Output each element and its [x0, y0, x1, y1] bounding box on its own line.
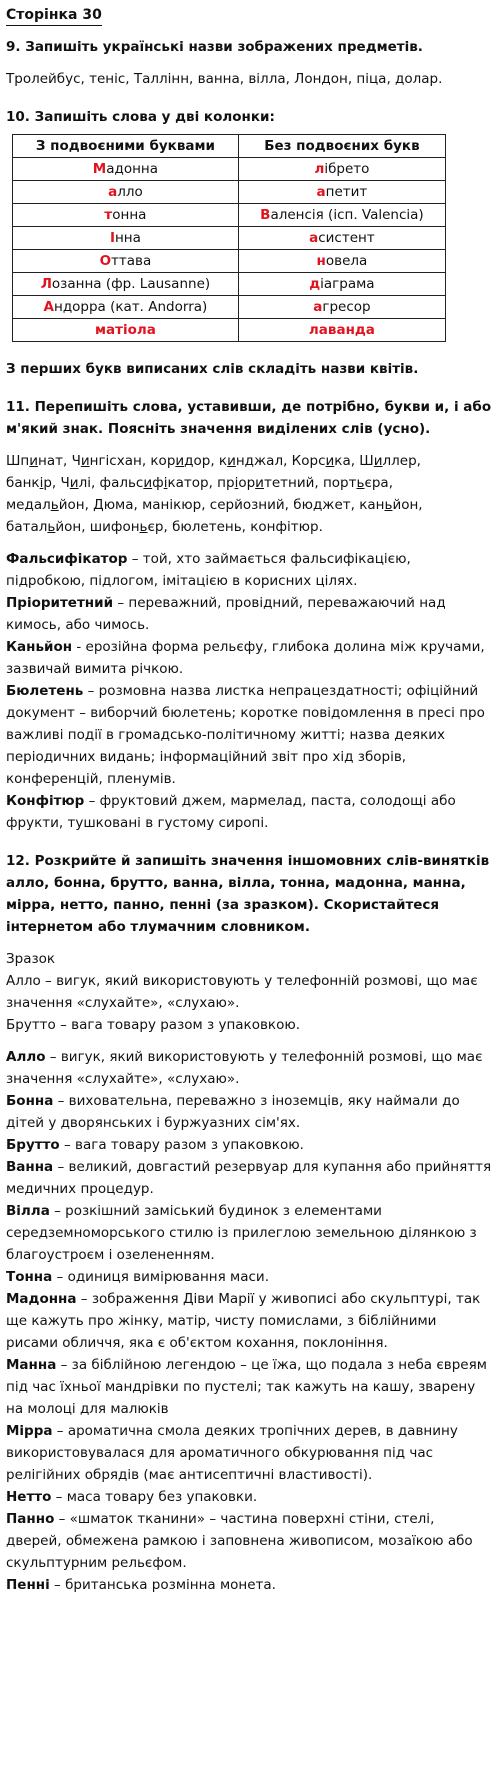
word-rest: адонна [106, 161, 159, 177]
definition [6, 1046, 492, 1090]
definition-text: – фруктовий джем, мармелад, паста, солодощі або фрукти, тушковані в густому сиропі. [6, 793, 456, 831]
inserted-letter: и [80, 453, 90, 469]
inserted-letter: ь [384, 497, 393, 513]
table-row [13, 296, 446, 319]
word-rest: ндорра (кат. Andorra) [54, 299, 208, 315]
definition-term: Фальсифікатор [6, 551, 128, 567]
definition-text: – вигук, який використовують у телефонній розмові, що має значення «слухайте», «слухаю». [6, 1049, 483, 1087]
word-rest: аленсія (ісп. Valencia) [270, 207, 424, 223]
definition [6, 1574, 492, 1596]
definition-text: – британська розмінна монета. [49, 1577, 276, 1593]
sample-label: Зразок [6, 951, 56, 967]
col1-cell [13, 204, 239, 227]
exercise-9-text: Тролейбус, теніс, Таллінн, ванна, вілла, Лондон, піца, долар. [6, 71, 443, 87]
definition [6, 548, 492, 592]
table-row [13, 158, 446, 181]
word-rest: ттава [111, 253, 152, 269]
inserted-letter: и [227, 453, 236, 469]
inserted-letter: и [175, 453, 185, 469]
definition [6, 1200, 492, 1266]
definition-term: Нетто [6, 1489, 52, 1505]
answer-row [13, 319, 446, 342]
inserted-letter: ь [356, 475, 365, 491]
definition-term: Брутто [6, 1137, 60, 1153]
table-row [13, 250, 446, 273]
word-text: єр, бюлетень, конфітюр. [147, 519, 323, 535]
col1-cell [13, 273, 239, 296]
definition-term: Пенні [6, 1577, 50, 1593]
col1-cell [13, 158, 239, 181]
definition-term: Манна [6, 1357, 57, 1373]
first-letter: а [316, 184, 326, 200]
definition [6, 592, 492, 636]
first-letter: А [43, 299, 54, 315]
definition-term: Конфітюр [6, 793, 85, 809]
inserted-letter: ь [50, 497, 59, 513]
exercise-12-heading: 12. Розкрийте й запишіть значення іншомовних слів-винятків алло, бонна, брутто, ванна, вілла, тонна, мадонна, манна, мірра, нетто, панно, пенні (за зразком). Скористайтеся інтернетом або тлумачним словником. [6, 853, 490, 935]
definition-text: – маса товару без упаковки. [51, 1489, 258, 1505]
definition-term: Алло [6, 1049, 46, 1065]
inserted-letter: и [29, 453, 39, 469]
first-letter: а [313, 299, 323, 315]
first-letter: т [104, 207, 113, 223]
first-letter: н [316, 253, 326, 269]
definition [6, 1508, 492, 1574]
exercise-11-word-list [6, 450, 492, 538]
word-rest: онна [112, 207, 147, 223]
definition-term: Бюлетень [6, 683, 84, 699]
word-text: тетний, порт [263, 475, 357, 491]
word-text: ф [152, 475, 164, 491]
word-rest: лло [117, 184, 143, 200]
word-text: йон, Дюма, манікюр, серйозний, бюджет, кан [58, 497, 385, 513]
exercise-9 [6, 36, 492, 90]
inserted-letter: и [255, 475, 264, 491]
first-letter: л [314, 161, 325, 177]
definition-term: Мадонна [6, 1291, 77, 1307]
exercise-11-heading: 11. Перепишіть слова, уставивши, де потрібно, букви и, і або м'який знак. Поясніть значення виділених слів (усно). [6, 399, 492, 437]
word-rest: петит [325, 184, 368, 200]
definition-term: Каньйон [6, 639, 73, 655]
exercise-10-heading: 10. Запишіть слова у дві колонки: [6, 109, 275, 125]
first-letter: Л [40, 276, 52, 292]
definition [6, 1354, 492, 1420]
word-text: лі, фальс [78, 475, 144, 491]
word-text: ллер, [382, 453, 421, 469]
col1-cell [13, 181, 239, 204]
table-row [13, 181, 446, 204]
inserted-letter: і [39, 475, 44, 491]
col2-header: Без подвоєних букв [238, 135, 445, 158]
word-text: йон, [392, 497, 423, 513]
definition-text: – розмовна назва листка непрацездатності; офіційний документ – виборчий бюлетень; коротке повідомлення в пресі про важливі події в громадсько-політичному житті; назва деяких періодичних видань; інформаційний звіт про хід зборів, конференцій, пленумів. [6, 683, 485, 787]
flower-name: матіола [13, 319, 239, 342]
table-row [13, 227, 446, 250]
definition-text: – одиниця вимірювання маси. [52, 1269, 269, 1285]
word-rest: іаграма [320, 276, 375, 292]
word-list-line [6, 516, 492, 538]
word-text: банк [6, 475, 40, 491]
col1-cell [13, 250, 239, 273]
word-list-line [6, 472, 492, 494]
word-list-line [6, 494, 492, 516]
word-text: нгісхан, кор [89, 453, 176, 469]
table-row [13, 273, 446, 296]
col1-header: З подвоєними буквами [13, 135, 239, 158]
col1-cell [13, 227, 239, 250]
table-body [13, 158, 446, 342]
exercise-12-definitions [6, 1046, 492, 1596]
col2-cell [238, 204, 445, 227]
definition-term: Вілла [6, 1203, 50, 1219]
definition [6, 1420, 492, 1486]
first-letter: а [108, 184, 118, 200]
definition [6, 1486, 492, 1508]
inserted-letter: и [373, 453, 383, 469]
definition-term: Тонна [6, 1269, 53, 1285]
col2-cell [238, 158, 445, 181]
first-letter: В [260, 207, 271, 223]
page-title: Сторінка 30 [6, 6, 102, 26]
word-rest: нна [114, 230, 141, 246]
definition-text: – «шматок тканини» – частина поверхні стіни, стелі, дверей, обмежена рамкою і заповнена живописом, мозаїкою або скульптурним рельєфом. [6, 1511, 473, 1571]
word-text: Шп [6, 453, 30, 469]
table-header-row [13, 135, 446, 158]
definition-text: – великий, довгастий резервуар для купання або прийняття медичних процедур. [6, 1159, 492, 1197]
first-letter: О [99, 253, 112, 269]
definition-text: – переважний, провідний, переважаючий над кимось, або чимось. [6, 595, 446, 633]
definition [6, 1156, 492, 1200]
sample-line: Алло – вигук, який використовують у телефонній розмові, що має значення «слухайте», «слухаю». [6, 973, 478, 1011]
definition-text: – зображення Діви Марії у живописі або скульптурі, так ще кажуть про жінку, матір, чисту помислами, з біблійними рисами обличчя, яка є об'єктом кохання, поклоніння. [6, 1291, 481, 1351]
col1-cell [13, 296, 239, 319]
first-letter: д [309, 276, 321, 292]
definition-term: Ванна [6, 1159, 54, 1175]
word-rest: систент [318, 230, 375, 246]
first-letter: І [109, 230, 115, 246]
table-row [13, 204, 446, 227]
col2-cell [238, 250, 445, 273]
word-text: нат, Ч [38, 453, 81, 469]
col2-cell [238, 227, 445, 250]
word-text: ор [238, 475, 256, 491]
definition [6, 790, 492, 834]
definition-term: Бонна [6, 1093, 54, 1109]
word-text: дор, к [184, 453, 228, 469]
definition [6, 1266, 492, 1288]
inserted-letter: ь [47, 519, 56, 535]
word-text: батал [6, 519, 48, 535]
word-text: катор, пр [167, 475, 235, 491]
sample-line: Брутто – вага товару разом з упаковкою. [6, 1017, 300, 1033]
word-rest: гресор [322, 299, 371, 315]
col2-cell [238, 181, 445, 204]
exercise-11 [6, 396, 492, 834]
two-column-table [12, 134, 446, 342]
inserted-letter: и [325, 453, 335, 469]
inserted-letter: і [163, 475, 168, 491]
definition-term: Мірра [6, 1423, 53, 1439]
definition-term: Панно [6, 1511, 55, 1527]
exercise-12 [6, 850, 492, 1596]
definition-text: – виховательна, переважно з іноземців, яку наймали до дітей у дворянських і буржуазних сім'ях. [6, 1093, 460, 1131]
col2-cell [238, 296, 445, 319]
definition-text: – ароматична смола деяких тропічних дерев, в давнину використовувалася для ароматичного обкурювання під час релігійних обрядів (має антисептичні властивості). [6, 1423, 458, 1483]
definition-term: Пріоритетний [6, 595, 114, 611]
word-text: медал [6, 497, 51, 513]
inserted-letter: і [234, 475, 239, 491]
word-rest: овела [325, 253, 368, 269]
inserted-letter: и [143, 475, 153, 491]
definition [6, 636, 492, 680]
inserted-letter: и [69, 475, 79, 491]
flower-name: лаванда [238, 319, 445, 342]
definition-text: - ерозійна форма рельєфу, глибока долина між кручами, зазвичай вимита річкою. [6, 639, 485, 677]
definition-text: – вага товару разом з упаковкою. [59, 1137, 304, 1153]
word-list-line [6, 450, 492, 472]
exercise-10-note: З перших букв виписаних слів складіть назви квітів. [6, 361, 419, 377]
exercise-11-definitions [6, 548, 492, 834]
definition [6, 680, 492, 790]
word-rest: ібрето [324, 161, 370, 177]
first-letter: М [92, 161, 107, 177]
definition [6, 1090, 492, 1134]
word-rest: озанна (фр. Lausanne) [51, 276, 211, 292]
word-text: нджал, Корс [235, 453, 326, 469]
definition [6, 1288, 492, 1354]
inserted-letter: ь [139, 519, 148, 535]
word-text: єра, [364, 475, 393, 491]
definition-text: – той, хто займається фальсифікацією, підробкою, підлогом, імітацією в корисних цілях. [6, 551, 411, 589]
word-text: р, Ч [43, 475, 70, 491]
exercise-9-heading: 9. Запишіть українські назви зображених предметів. [6, 39, 423, 55]
definition [6, 1134, 492, 1156]
col2-cell [238, 273, 445, 296]
first-letter: а [309, 230, 319, 246]
definition-text: – за біблійною легендою – це їжа, що подала з неба євреям під час їхньої мандрівки по пустелі; так кажуть на кашу, зварену на молоці для малюків [6, 1357, 487, 1417]
definition-text: – розкішний заміський будинок з елементами середземноморського стилю із прилеглою земельною ділянкою з благоустроєм і озелененням. [6, 1203, 477, 1263]
word-text: йон, шифон [55, 519, 140, 535]
exercise-10 [6, 106, 492, 380]
word-text: ка, Ш [334, 453, 374, 469]
